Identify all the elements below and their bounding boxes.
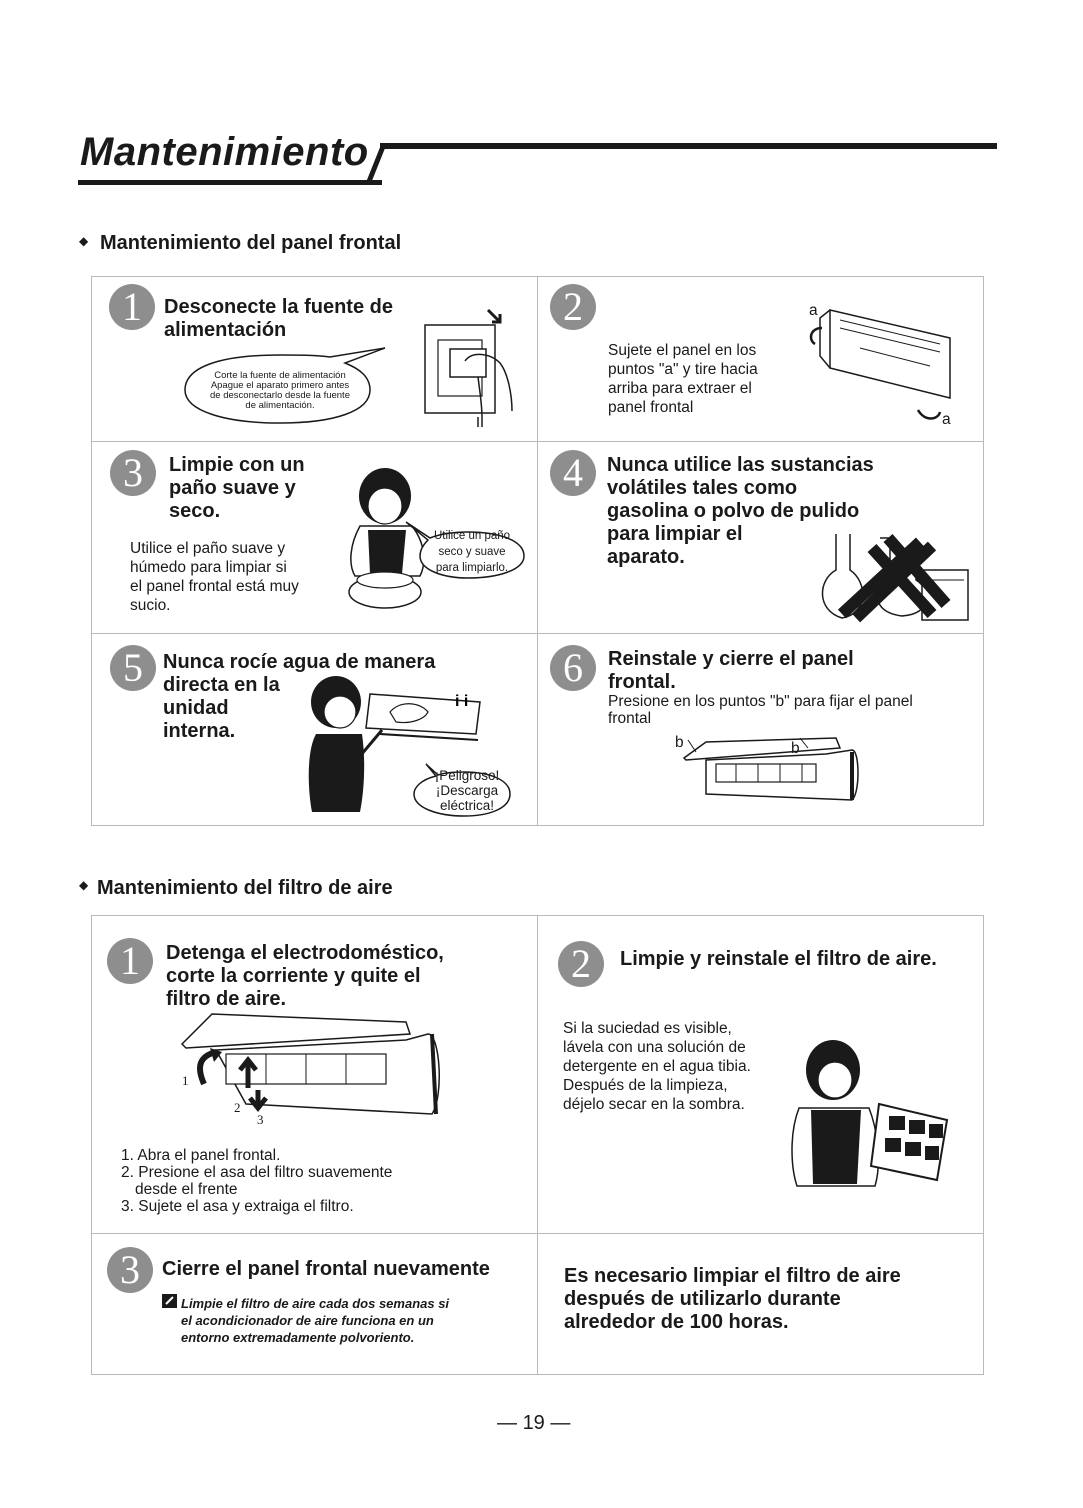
ac-unit-icon <box>676 734 864 814</box>
step-number-badge: 3 <box>107 1247 153 1293</box>
step-title: Reinstale y cierre el panel frontal. <box>608 648 854 693</box>
filter-icon <box>176 1010 446 1128</box>
grid-divider <box>91 1233 983 1234</box>
step-instructions: 1. Abra el panel frontal. 2. Presione el asa del filtro suavemente desde el frente 3. Sujete el asa y extraiga el filtro. <box>121 1147 393 1215</box>
step-title: Desconecte la fuente de alimentación <box>164 296 393 341</box>
figure-label: 1 <box>182 1073 189 1088</box>
step-text: Utilice el paño suave y húmedo para limpiar si el panel frontal está muy sucio. <box>130 540 299 614</box>
step-number-badge: 5 <box>110 645 156 691</box>
step-title: Detenga el electrodoméstico, corte la corriente y quite el filtro de aire. <box>166 942 444 1010</box>
step-number-badge: 1 <box>109 284 155 330</box>
step-text: Si la suciedad es visible, lávela con una solución de detergente en el agua tibia. Después de la limpieza, déjelo secar en la sombra. <box>563 1020 751 1113</box>
chemicals-crossed-icon <box>812 530 972 624</box>
step-number-badge: 2 <box>550 284 596 330</box>
step-title: Limpie con un paño suave y seco. <box>169 454 305 522</box>
bullet-icon: ◆ <box>79 878 89 892</box>
bubble-text: Corte la fuente de alimentación Apague el aparato primero antes de desconectarlo desde la fuente de alimentación. <box>210 370 350 411</box>
step-title: Limpie y reinstale el filtro de aire. <box>620 948 937 970</box>
step-number-badge: 1 <box>107 938 153 984</box>
label-b: b <box>675 734 684 751</box>
bubble-text: Utilice un paño seco y suave para limpiarlo. <box>433 530 511 574</box>
grid-divider <box>91 441 983 442</box>
step-title: Nunca rocíe agua de manera directa en la unidad interna. <box>163 651 436 742</box>
svg-text:i i: i i <box>455 693 469 710</box>
step-text: Presione en los puntos "b" para fijar el panel frontal <box>608 693 913 727</box>
step-title: Cierre el panel frontal nuevamente <box>162 1258 490 1280</box>
figure-label: 3 <box>257 1112 264 1127</box>
step-number-badge: 4 <box>550 450 596 496</box>
ac-unit-icon <box>800 298 965 428</box>
section-heading-air-filter: Mantenimiento del filtro de aire <box>97 877 393 899</box>
figure-label: 2 <box>234 1100 241 1115</box>
label-b: b <box>791 740 800 757</box>
page-title: Mantenimiento <box>80 130 369 174</box>
step-number-badge: 6 <box>550 645 596 691</box>
grid-divider <box>537 276 538 825</box>
step-text: Sujete el panel en los puntos "a" y tire hacia arriba para extraer el panel frontal <box>608 342 758 416</box>
plug-icon <box>420 305 520 427</box>
title-rule <box>380 143 997 149</box>
step-number-badge: 2 <box>558 941 604 987</box>
page-number: — 19 — <box>497 1412 571 1434</box>
step-number-badge: 3 <box>110 450 156 496</box>
label-a: a <box>942 411 951 428</box>
label-a: a <box>809 302 818 319</box>
note-pen-icon <box>162 1293 178 1309</box>
warning-text: ¡Peligroso! ¡Descarga eléctrica! <box>434 768 500 813</box>
note-text: Limpie el filtro de aire cada dos semanas si el acondicionador de aire funciona en un entorno extremadamente polvoriento. <box>181 1296 450 1345</box>
woman-filter-icon <box>785 1038 957 1190</box>
notice-text: Es necesario limpiar el filtro de aire después de utilizarlo durante alrededor de 100 horas. <box>564 1265 901 1333</box>
title-underline <box>78 180 382 185</box>
step-title: Nunca utilice las sustancias volátiles tales como gasolina o polvo de pulido para limpiar el aparato. <box>607 454 874 568</box>
bullet-icon: ◆ <box>79 234 89 248</box>
grid-divider <box>91 633 983 634</box>
section-heading-front-panel: Mantenimiento del panel frontal <box>100 232 402 254</box>
grid-divider <box>537 915 538 1374</box>
